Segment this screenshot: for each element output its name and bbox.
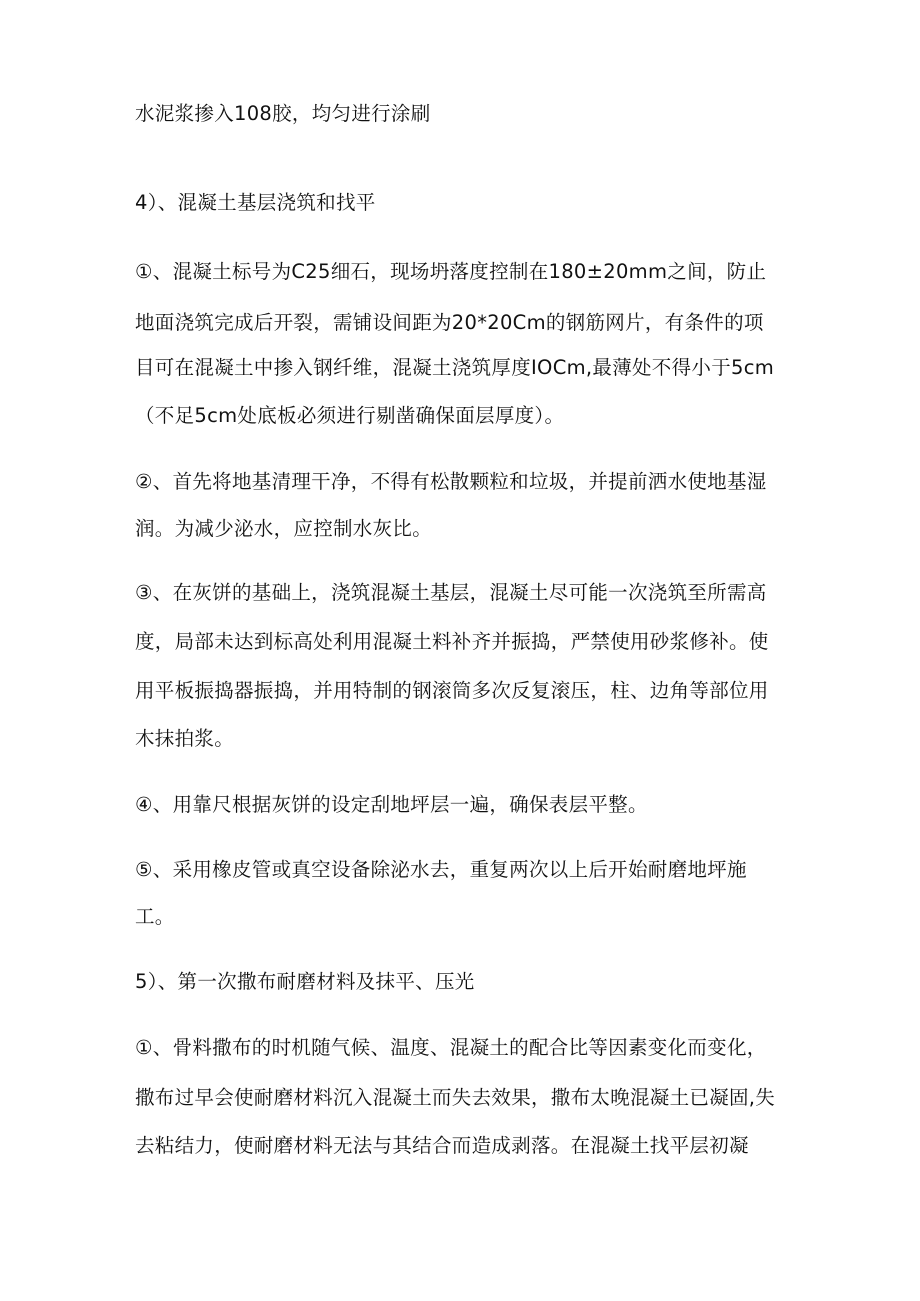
text-line: ⑤、采用橡皮管或真空设备除泌水去，重复两次以上后开始耐磨地坪施 <box>135 858 747 881</box>
text-line: ①、骨料撒布的时机随气候、温度、混凝土的配合比等因素变化而变化， <box>135 1036 767 1059</box>
text-line: 去粘结力，使耐磨材料无法与其结合而造成剥落。在混凝土找平层初凝 <box>135 1134 749 1157</box>
text-line: 工。 <box>135 905 175 928</box>
text-line: ③、在灰饼的基础上，浇筑混凝土基层，混凝土尽可能一次浇筑至所需高 <box>135 581 767 604</box>
text-line: ④、用靠尺根据灰饼的设定刮地坪层一遍，确保表层平整。 <box>135 793 648 816</box>
text-line: 地面浇筑完成后开裂，需铺设间距为20*20Cm的钢筋网片，有条件的项 <box>135 311 764 334</box>
text-line: 润。为减少泌水，应控制水灰比。 <box>135 517 433 540</box>
text-line: 度，局部未达到标高处利用混凝土料补齐并振捣，严禁使用砂浆修补。使 <box>135 630 769 653</box>
text-line: 目可在混凝土中掺入钢纤维，混凝土浇筑厚度IOCm,最薄处不得小于5cm <box>135 356 775 379</box>
text-line: ②、首先将地基清理干净，不得有松散颗粒和垃圾，并提前洒水使地基湿 <box>135 470 767 493</box>
text-line: 木抹拍浆。 <box>135 727 235 750</box>
text-line: ①、混凝土标号为C25细石，现场坍落度控制在180±20mm之间，防止 <box>135 260 767 283</box>
text-line: 用平板振捣器振捣，并用特制的钢滚筒多次反复滚压，柱、边角等部位用 <box>135 679 769 702</box>
text-line: 撒布过早会使耐磨材料沉入混凝土而失去效果，撒布太晚混凝土已凝固,失 <box>135 1086 776 1109</box>
text-line: 水泥浆掺入108胶，均匀进行涂刷 <box>135 102 431 125</box>
section-heading: 4）、混凝土基层浇筑和找平 <box>135 191 376 214</box>
text-line: （不足5cm处底板必须进行剔凿确保面层厚度）。 <box>135 404 565 427</box>
section-heading: 5）、第一次撒布耐磨材料及抹平、压光 <box>135 970 475 993</box>
